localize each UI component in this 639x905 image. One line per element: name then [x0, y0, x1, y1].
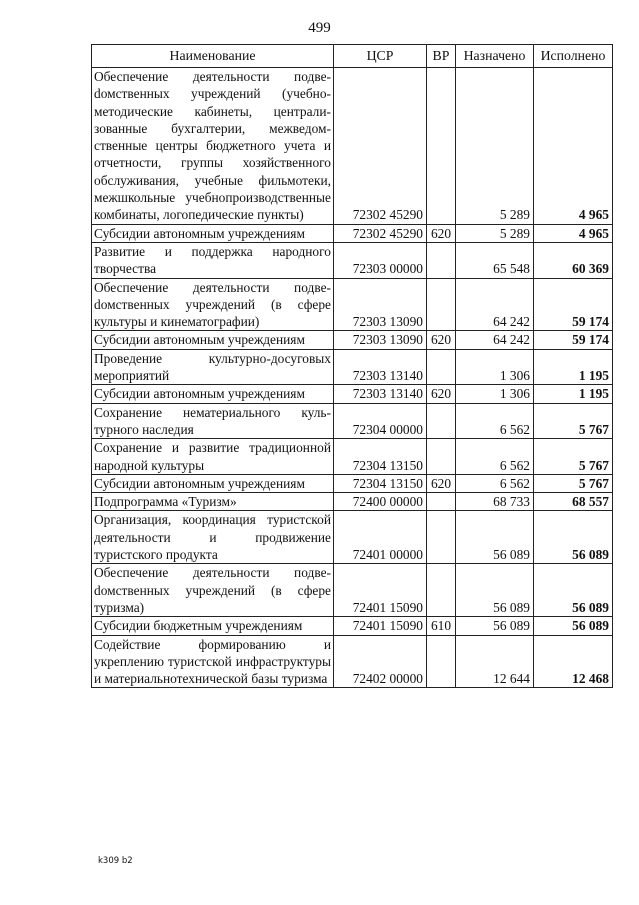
row-vr: 620: [427, 385, 456, 403]
row-executed: 5 767: [534, 403, 613, 439]
table-row: [92, 385, 613, 403]
row-assigned: 6 562: [456, 403, 534, 439]
row-vr: 620: [427, 331, 456, 349]
row-csr: 72401 15090: [334, 564, 427, 617]
table-row: [92, 439, 613, 475]
row-executed: 56 089: [534, 617, 613, 635]
row-name: Организация, координация туристской деятельности и продвижение туристского продукта: [92, 511, 334, 564]
row-csr: 72303 13090: [334, 278, 427, 331]
row-executed: 59 174: [534, 278, 613, 331]
table-row: [92, 564, 613, 617]
table-row: [92, 224, 613, 242]
row-executed: 4 965: [534, 68, 613, 225]
row-vr: [427, 68, 456, 225]
row-vr: [427, 403, 456, 439]
header-assigned: Назначено: [456, 45, 534, 68]
row-assigned: 5 289: [456, 224, 534, 242]
row-name: Сохранение нематериального культурного наследия: [92, 403, 334, 439]
row-assigned: 1 306: [456, 385, 534, 403]
row-csr: 72303 13140: [334, 385, 427, 403]
row-assigned: 64 242: [456, 278, 534, 331]
table-row: [92, 278, 613, 331]
row-assigned: 12 644: [456, 635, 534, 688]
row-name: Субсидии автономным учреждениям: [92, 385, 334, 403]
row-name: Обеспечение деятельности подвеdомственных учреждений (в сфере туризма): [92, 564, 334, 617]
row-csr: 72304 13150: [334, 439, 427, 475]
row-csr: 72401 15090: [334, 617, 427, 635]
header-executed: Исполнено: [534, 45, 613, 68]
row-executed: 68 557: [534, 493, 613, 511]
table-row: [92, 403, 613, 439]
row-executed: 4 965: [534, 224, 613, 242]
row-name: Субсидии автономным учреждениям: [92, 474, 334, 492]
footer-code: k309 b2: [98, 856, 133, 866]
row-vr: [427, 242, 456, 278]
table-row: [92, 349, 613, 385]
row-executed: 5 767: [534, 474, 613, 492]
row-executed: 60 369: [534, 242, 613, 278]
row-name: Обеспечение деятельности подвеdомственных учреждений (в сфере культуры и кинематографии): [92, 278, 334, 331]
table-row: [92, 617, 613, 635]
row-executed: 59 174: [534, 331, 613, 349]
row-assigned: 56 089: [456, 564, 534, 617]
header-row: [92, 45, 613, 68]
header-vr: ВР: [427, 45, 456, 68]
row-name: Обеспечение деятельности подвеdомственных учреждений (учебнометодические кабинеты, централизованные бухгалтерии, межведомственные центры бюджетного учета и отчетности, группы хозяйственного обслуживания, учебные фильмотеки, межшкольные учебнопроизводственные комбинаты, логопедические пункты): [92, 68, 334, 225]
row-assigned: 6 562: [456, 439, 534, 475]
table-row: [92, 635, 613, 688]
row-name: Субсидии бюджетным учреждениям: [92, 617, 334, 635]
row-vr: [427, 635, 456, 688]
row-vr: [427, 278, 456, 331]
page-number: 499: [308, 20, 331, 36]
row-csr: 72302 45290: [334, 68, 427, 225]
row-csr: 72402 00000: [334, 635, 427, 688]
row-csr: 72401 00000: [334, 511, 427, 564]
row-vr: [427, 349, 456, 385]
row-csr: 72304 13150: [334, 474, 427, 492]
row-vr: 620: [427, 474, 456, 492]
row-csr: 72304 00000: [334, 403, 427, 439]
table-row: [92, 331, 613, 349]
row-vr: [427, 439, 456, 475]
row-assigned: 65 548: [456, 242, 534, 278]
row-csr: 72302 45290: [334, 224, 427, 242]
row-name: Субсидии автономным учреждениям: [92, 331, 334, 349]
row-name: Содействие формированию и укреплению туристской инфраструктуры и материальнотехнической базы туризма: [92, 635, 334, 688]
row-assigned: 56 089: [456, 511, 534, 564]
row-executed: 1 195: [534, 349, 613, 385]
table-row: [92, 511, 613, 564]
row-name: Проведение культурно-досуговых мероприятий: [92, 349, 334, 385]
row-assigned: 56 089: [456, 617, 534, 635]
row-executed: 56 089: [534, 511, 613, 564]
row-assigned: 1 306: [456, 349, 534, 385]
header-csr: ЦСР: [334, 45, 427, 68]
row-assigned: 6 562: [456, 474, 534, 492]
row-csr: 72303 13140: [334, 349, 427, 385]
row-executed: 12 468: [534, 635, 613, 688]
row-vr: 610: [427, 617, 456, 635]
row-executed: 5 767: [534, 439, 613, 475]
row-csr: 72303 00000: [334, 242, 427, 278]
row-csr: 72400 00000: [334, 493, 427, 511]
table-body: [92, 68, 613, 688]
budget-table: [91, 44, 613, 688]
row-vr: 620: [427, 224, 456, 242]
row-vr: [427, 564, 456, 617]
table-row: [92, 474, 613, 492]
row-executed: 1 195: [534, 385, 613, 403]
row-name: Субсидии автономным учреждениям: [92, 224, 334, 242]
row-name: Развитие и поддержка народного творчества: [92, 242, 334, 278]
table-row: [92, 242, 613, 278]
table-row: [92, 493, 613, 511]
row-name: Подпрограмма «Туризм»: [92, 493, 334, 511]
row-assigned: 5 289: [456, 68, 534, 225]
row-assigned: 64 242: [456, 331, 534, 349]
row-vr: [427, 493, 456, 511]
row-vr: [427, 511, 456, 564]
row-assigned: 68 733: [456, 493, 534, 511]
table-row: [92, 68, 613, 225]
header-name: Наименование: [92, 45, 334, 68]
row-executed: 56 089: [534, 564, 613, 617]
row-csr: 72303 13090: [334, 331, 427, 349]
row-name: Сохранение и развитие традиционной народной культуры: [92, 439, 334, 475]
